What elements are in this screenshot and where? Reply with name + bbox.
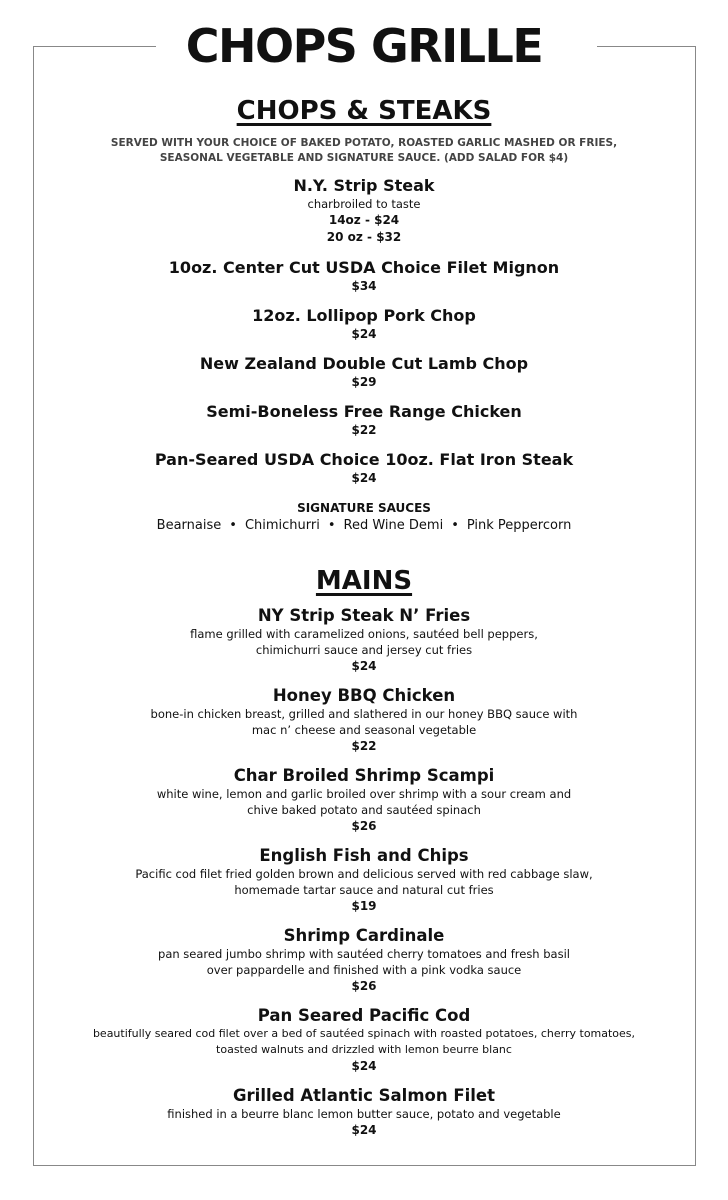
item-name: NY Strip Steak N’ Fries	[257, 606, 471, 625]
menu-item-filet-mignon	[40, 258, 688, 294]
sauce-red-wine-demi: Red Wine Demi	[343, 518, 444, 533]
item-price: $22	[351, 423, 377, 437]
menu-item-pacific-cod	[40, 1006, 688, 1074]
section-note: SERVED WITH YOUR CHOICE OF BAKED POTATO, ROASTED GARLIC MASHED OR FRIES, SEASONAL VEGETABLE AND SIGNATURE SAUCE. (ADD SALAD FOR $4)	[110, 137, 618, 164]
menu-item-flat-iron	[40, 450, 688, 486]
item-desc: finished in a beurre blanc lemon butter sauce, potato and vegetable	[167, 1107, 561, 1121]
menu-content	[40, 92, 688, 1138]
item-desc: flame grilled with caramelized onions, sautéed bell peppers, chimichurri sauce and jersey cut fries	[190, 627, 538, 657]
item-desc: charbroiled to taste	[307, 197, 421, 211]
item-price: $34	[351, 279, 377, 293]
item-price: 20 oz - $32	[326, 230, 402, 244]
bullet-separator: •	[451, 518, 459, 533]
item-price: $22	[351, 739, 377, 753]
signature-sauces	[40, 500, 688, 536]
item-price: $26	[351, 819, 377, 833]
item-desc: bone-in chicken breast, grilled and slathered in our honey BBQ sauce with mac n’ cheese and seasonal vegetable	[150, 707, 578, 737]
item-price: $24	[351, 659, 377, 673]
item-price: $24	[351, 1059, 377, 1073]
sauces-list	[40, 516, 688, 536]
menu-item-shrimp-scampi	[40, 766, 688, 834]
item-name: Char Broiled Shrimp Scampi	[233, 766, 495, 785]
sauce-chimichurri: Chimichurri	[244, 518, 320, 533]
restaurant-name: CHOPS GRILLE	[185, 19, 543, 73]
item-name: New Zealand Double Cut Lamb Chop	[199, 354, 529, 373]
item-name: English Fish and Chips	[259, 846, 469, 865]
sauce-pink-peppercorn: Pink Peppercorn	[466, 518, 572, 533]
bullet-separator: •	[229, 518, 237, 533]
menu-item-bbq-chicken	[40, 686, 688, 754]
item-price: $19	[351, 899, 377, 913]
item-price: $29	[351, 375, 377, 389]
section-title-chops-steaks: CHOPS & STEAKS	[236, 96, 492, 126]
item-name: Honey BBQ Chicken	[272, 686, 456, 705]
item-desc: white wine, lemon and garlic broiled over shrimp with a sour cream and chive baked potato and sautéed spinach	[156, 787, 572, 817]
item-price: $24	[351, 471, 377, 485]
item-name: Pan-Seared USDA Choice 10oz. Flat Iron Steak	[154, 450, 574, 469]
menu-item-salmon	[40, 1086, 688, 1138]
menu-item-chicken	[40, 402, 688, 438]
item-name: N.Y. Strip Steak	[293, 176, 435, 195]
item-price: $24	[351, 327, 377, 341]
item-name: 10oz. Center Cut USDA Choice Filet Mignon	[168, 258, 560, 277]
menu-item-ny-strip	[40, 176, 688, 246]
bullet-separator: •	[327, 518, 336, 533]
item-desc: Pacific cod filet fried golden brown and delicious served with red cabbage slaw, homemade tartar sauce and natural cut fries	[135, 867, 593, 897]
sauces-title: SIGNATURE SAUCES	[297, 501, 431, 515]
item-name: Grilled Atlantic Salmon Filet	[232, 1086, 495, 1105]
sauce-bearnaise: Bearnaise	[156, 518, 222, 533]
item-price: 14oz - $24	[328, 213, 400, 227]
item-desc: pan seared jumbo shrimp with sautéed cherry tomatoes and fresh basil over pappardelle and finished with a pink vodka sauce	[158, 947, 570, 977]
menu-item-fish-chips	[40, 846, 688, 914]
item-price: $26	[351, 979, 377, 993]
menu-item-lamb-chop	[40, 354, 688, 390]
chops-steaks-section	[40, 92, 688, 536]
item-name: Shrimp Cardinale	[283, 926, 445, 945]
item-name: 12oz. Lollipop Pork Chop	[252, 306, 476, 325]
menu-item-steak-fries	[40, 606, 688, 674]
menu-item-shrimp-cardinale	[40, 926, 688, 994]
mains-section	[40, 562, 688, 1138]
menu-item-pork-chop	[40, 306, 688, 342]
item-name: Pan Seared Pacific Cod	[257, 1006, 471, 1025]
item-desc: beautifully seared cod filet over a bed of sautéed spinach with roasted potatoes, cherry tomatoes, toasted walnuts and drizzled with lemon beurre blanc	[92, 1027, 636, 1056]
item-price: $24	[351, 1123, 377, 1137]
section-title-mains: MAINS	[315, 566, 413, 596]
item-name: Semi-Boneless Free Range Chicken	[206, 402, 522, 421]
